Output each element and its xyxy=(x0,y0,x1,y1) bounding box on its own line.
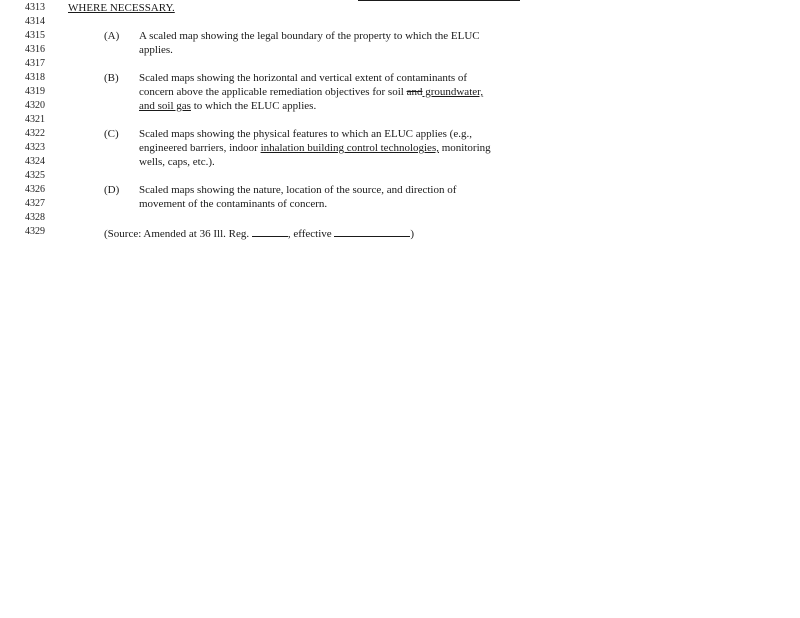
line-number: 4323 xyxy=(25,142,45,153)
item-d-marker: (D) xyxy=(104,184,120,196)
line-number: 4328 xyxy=(25,212,45,223)
source-note-mid: , effective xyxy=(287,228,335,240)
source-note-end: ) xyxy=(410,228,415,240)
item-c-marker: (C) xyxy=(104,128,119,140)
item-b-marker: (B) xyxy=(104,72,119,84)
item-c-text-post: monitoring xyxy=(438,142,491,154)
line-number: 4327 xyxy=(25,198,45,209)
line-number: 4318 xyxy=(25,72,45,83)
inserted-text: and soil gas xyxy=(139,100,191,112)
line-number: 4322 xyxy=(25,128,45,139)
line-number: 4315 xyxy=(25,30,45,41)
line-number: 4314 xyxy=(25,16,45,27)
item-b-text-cont2 xyxy=(139,99,316,113)
item-c-text: Scaled maps showing the physical features to which an ELUC applies (e.g., xyxy=(139,128,472,140)
item-c-text-cont xyxy=(139,141,491,155)
line-number: 4324 xyxy=(25,156,45,167)
item-a-text-cont: applies. xyxy=(139,44,173,56)
deleted-text: and xyxy=(406,86,423,98)
line-number: 4313 xyxy=(25,2,45,13)
section-heading: WHERE NECESSARY. xyxy=(68,2,175,14)
inserted-text: groundwater, xyxy=(422,86,484,98)
item-b-text: Scaled maps showing the horizontal and vertical extent of contaminants of xyxy=(139,72,468,84)
inserted-text: inhalation building control technologies, xyxy=(260,142,439,154)
item-b-text-cont xyxy=(139,85,483,99)
blank-effective-date xyxy=(334,225,410,237)
item-c-text-pre: engineered barriers, indoor xyxy=(139,142,261,154)
line-number: 4320 xyxy=(25,100,45,111)
line-number: 4325 xyxy=(25,170,45,181)
line-number: 4329 xyxy=(25,226,45,237)
top-underline-fragment xyxy=(358,0,520,1)
item-c-text-cont2: wells, caps, etc.). xyxy=(139,156,215,168)
item-b-text-pre: concern above the applicable remediation objectives for soil xyxy=(139,86,407,98)
line-number: 4317 xyxy=(25,58,45,69)
item-d-text-cont: movement of the contaminants of concern. xyxy=(139,198,328,210)
source-note xyxy=(104,225,414,241)
item-a-marker: (A) xyxy=(104,30,120,42)
line-number: 4321 xyxy=(25,114,45,125)
blank-reg-number xyxy=(252,225,288,237)
line-number: 4319 xyxy=(25,86,45,97)
source-note-pre: (Source: Amended at 36 Ill. Reg. xyxy=(104,228,252,240)
line-number: 4316 xyxy=(25,44,45,55)
item-d-text: Scaled maps showing the nature, location of the source, and direction of xyxy=(139,184,457,196)
line-number: 4326 xyxy=(25,184,45,195)
item-b-text-post: to which the ELUC applies. xyxy=(190,100,317,112)
item-a-text: A scaled map showing the legal boundary of the property to which the ELUC xyxy=(139,30,480,42)
